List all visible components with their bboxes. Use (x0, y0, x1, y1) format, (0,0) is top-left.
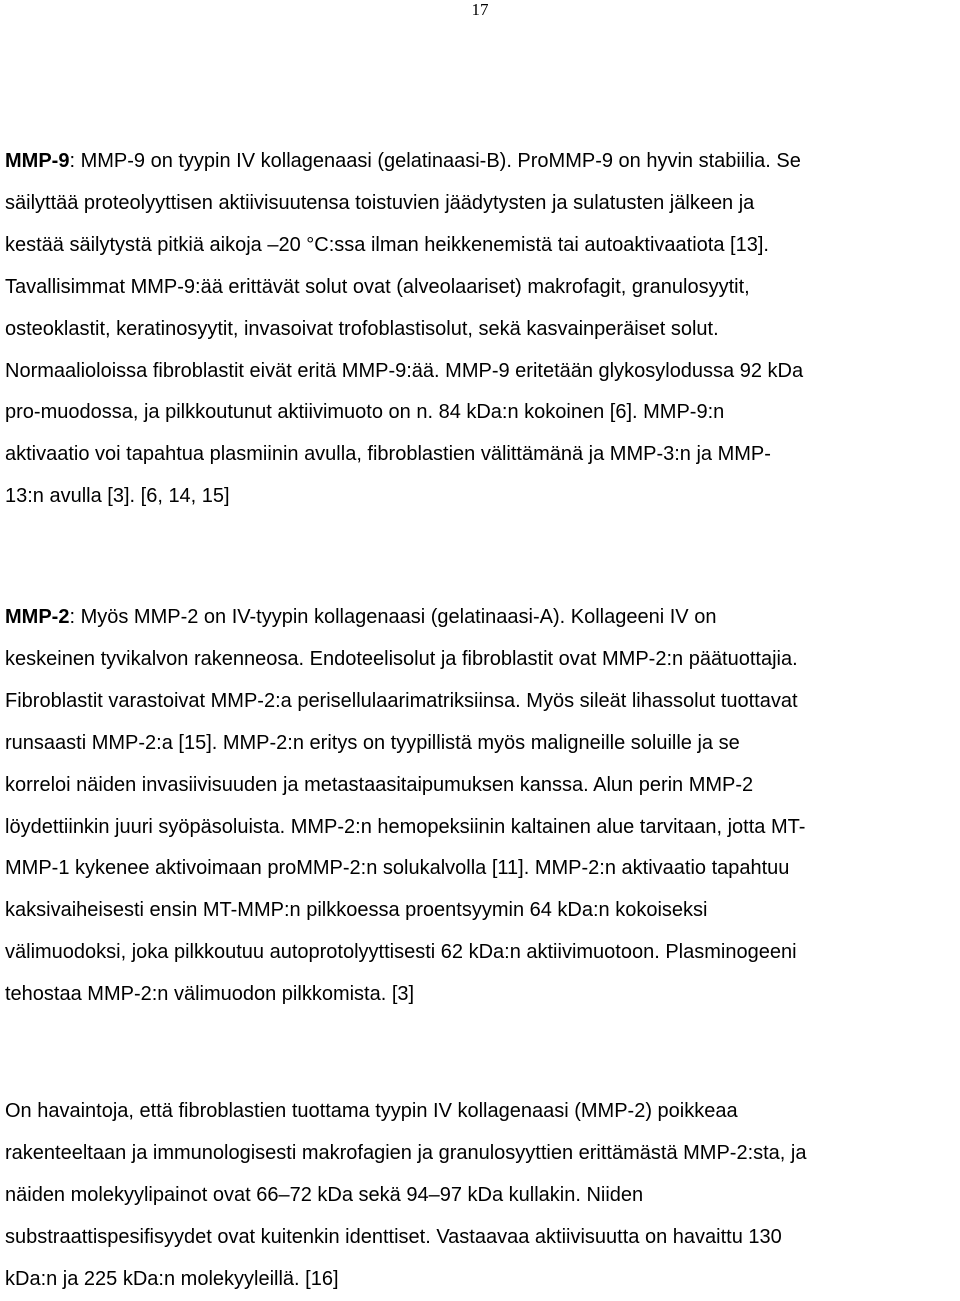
text-line: Tavallisimmat MMP-9:ää erittävät solut ovat (alveolaariset) makrofagit, granulosyytit, (5, 275, 750, 298)
text-line: On havaintoja, että fibroblastien tuottama tyypin IV kollagenaasi (MMP-2) poikkeaa (5, 1100, 738, 1122)
text-line: keskeinen tyvikalvon rakenneosa. Endoteelisolut ja fibroblastit ovat MMP-2:n päätuottajia. (5, 647, 798, 670)
text-line: Fibroblastit varastoivat MMP-2:a perisellulaarimatriksiinsa. Myös sileät lihassolut tuottavat (5, 689, 798, 712)
text-line: Normaalioloissa fibroblastit eivät eritä MMP-9:ää. MMP-9 eritetään glykosylodussa 92 kDa (5, 359, 804, 382)
text-line: välimuodoksi, joka pilkkoutuu autoprotolyyttisesti 62 kDa:n aktiivimuotoon. Plasminogeeni (5, 941, 797, 964)
page-number: 17 (471, 0, 489, 19)
text-line: aktivaatio voi tapahtua plasmiinin avulla, fibroblastien välittämänä ja MMP-3:n ja MMP- (5, 443, 771, 466)
text-line: rakenteeltaan ja immunologisesti makrofagien ja granulosyyttien erittämästä MMP-2:sta, ja (5, 1141, 807, 1164)
text-line: runsaasti MMP-2:a [15]. MMP-2:n eritys on tyypillistä myös maligneille soluille ja se (5, 731, 740, 754)
text-line: substraattispesifisyydet ovat kuitenkin identtiset. Vastaavaa aktiivisuutta on havaittu 130 (5, 1225, 782, 1248)
text-line: pro-muodossa, ja pilkkoutunut aktiivimuoto on n. 84 kDa:n kokoinen [6]. MMP-9:n (5, 401, 725, 424)
text-line: säilyttää proteolyyttisen aktiivisuutensa toistuvien jäädytysten ja sulatusten jälkeen ja (5, 191, 755, 214)
term-heading: MMP-2 (5, 606, 70, 628)
text-line: 13:n avulla [3]. [6, 14, 15] (5, 485, 230, 508)
paragraph-mmp-2 (5, 597, 955, 1016)
text-line: MMP-1 kykenee aktivoimaan proMMP-2:n solukalvolla [11]. MMP-2:n aktivaatio tapahtuu (5, 857, 790, 880)
text-line: tehostaa MMP-2:n välimuodon pilkkomista. [3] (5, 983, 415, 1006)
term-heading: MMP-9 (5, 150, 70, 172)
paragraph-observations (5, 1091, 955, 1301)
paragraph-mmp-9 (5, 141, 955, 518)
text-line: MMP-9: MMP-9 on tyypin IV kollagenaasi (gelatinaasi-B). ProMMP-9 on hyvin stabiilia. Se (5, 150, 801, 172)
text-line: kDa:n ja 225 kDa:n molekyyleillä. [16] (5, 1267, 339, 1290)
text-line: löydettiinkin juuri syöpäsoluista. MMP-2:n hemopeksiinin kaltainen alue tarvitaan, jotta MT- (5, 815, 806, 838)
text-line: osteoklastit, keratinosyytit, invasoivat trofoblastisolut, sekä kasvainperäiset solut. (5, 317, 719, 340)
text-line: näiden molekyylipainot ovat 66–72 kDa sekä 94–97 kDa kullakin. Niiden (5, 1183, 644, 1206)
text-line: kaksivaiheisesti ensin MT-MMP:n pilkkoessa proentsyymin 64 kDa:n kokoiseksi (5, 899, 708, 922)
text-line: korreloi näiden invasiivisuuden ja metastaasitaipumuksen kanssa. Alun perin MMP-2 (5, 773, 754, 796)
text-line: kestää säilytystä pitkiä aikoja –20 °C:ssa ilman heikkenemistä tai autoaktivaatiota [13]. (5, 233, 769, 256)
text-line: MMP-2: Myös MMP-2 on IV-tyypin kollagenaasi (gelatinaasi-A). Kollageeni IV on (5, 606, 717, 628)
